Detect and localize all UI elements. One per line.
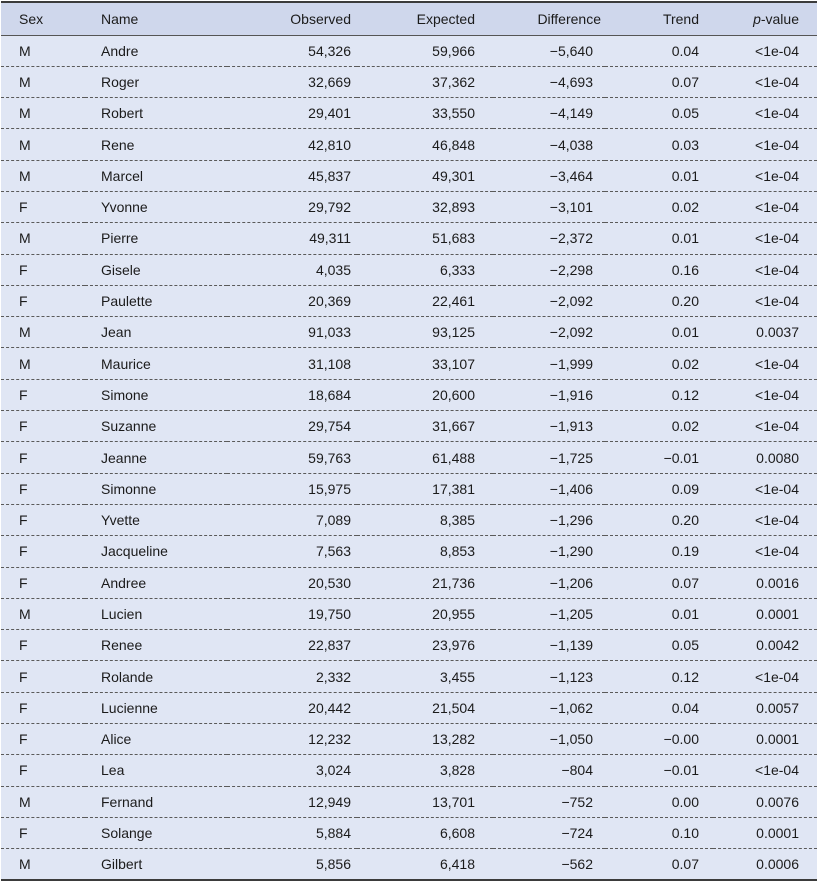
table-row	[1, 66, 817, 97]
cell-p-value: <1e-04	[755, 762, 799, 779]
cell-trend: 0.07	[671, 73, 699, 90]
table-row	[1, 379, 817, 410]
table-row	[1, 285, 817, 316]
cell-sex: F	[19, 418, 28, 435]
cell-name: Alice	[101, 731, 132, 748]
cell-trend: 0.20	[671, 512, 699, 529]
cell-trend: 0.02	[671, 355, 699, 372]
cell-name: Rene	[101, 136, 135, 153]
cell-difference: −1,290	[549, 543, 593, 560]
cell-name: Lea	[101, 762, 125, 779]
cell-expected: 33,550	[432, 105, 475, 122]
cell-observed: 20,442	[308, 699, 351, 716]
cell-name: Yvette	[101, 512, 140, 529]
cell-trend: 0.01	[671, 605, 699, 622]
cell-sex: F	[19, 825, 28, 842]
cell-p-value: <1e-04	[755, 418, 799, 435]
cell-expected: 21,736	[432, 574, 475, 591]
cell-p-value: 0.0042	[756, 637, 799, 654]
cell-name: Simonne	[101, 480, 157, 497]
table-row	[1, 661, 817, 692]
cell-difference: −1,206	[549, 574, 593, 591]
cell-name: Gilbert	[101, 856, 143, 873]
cell-expected: 93,125	[432, 324, 475, 341]
cell-name: Suzanne	[101, 418, 157, 435]
cell-p-value: 0.0001	[756, 731, 799, 748]
cell-expected: 61,488	[432, 449, 475, 466]
cell-trend: 0.03	[671, 136, 699, 153]
cell-p-value: <1e-04	[755, 355, 799, 372]
cell-trend: 0.07	[671, 856, 699, 873]
cell-p-value: <1e-04	[755, 167, 799, 184]
cell-p-value: 0.0076	[756, 793, 799, 810]
cell-name: Andree	[101, 574, 147, 591]
cell-trend: 0.01	[671, 230, 699, 247]
cell-trend: 0.16	[671, 261, 699, 278]
cell-observed: 54,326	[308, 42, 351, 59]
cell-observed: 19,750	[308, 605, 351, 622]
cell-expected: 8,385	[439, 512, 475, 529]
cell-trend: 0.00	[671, 793, 699, 810]
cell-sex: F	[19, 386, 28, 403]
cell-expected: 17,381	[432, 480, 475, 497]
cell-difference: −2,092	[549, 324, 593, 341]
cell-name: Yvonne	[101, 199, 148, 216]
cell-sex: M	[19, 73, 31, 90]
cell-difference: −804	[561, 762, 593, 779]
table-row	[1, 223, 817, 254]
cell-p-value: 0.0080	[756, 449, 799, 466]
cell-expected: 33,107	[432, 355, 475, 372]
cell-p-value: <1e-04	[755, 293, 799, 310]
cell-p-value: 0.0037	[756, 324, 799, 341]
cell-difference: −2,092	[549, 293, 593, 310]
cell-trend: 0.02	[671, 418, 699, 435]
cell-observed: 12,232	[308, 731, 351, 748]
cell-difference: −1,050	[549, 731, 593, 748]
cell-trend: 0.20	[671, 293, 699, 310]
col-header-name: Name	[85, 2, 227, 35]
table-row	[1, 473, 817, 504]
cell-p-value: <1e-04	[755, 136, 799, 153]
table-row	[1, 129, 817, 160]
table-row	[1, 849, 817, 880]
table-row	[1, 160, 817, 191]
cell-p-value: 0.0057	[756, 699, 799, 716]
cell-trend: 0.19	[671, 543, 699, 560]
cell-trend: 0.04	[671, 42, 699, 59]
table-row	[1, 317, 817, 348]
cell-p-value: <1e-04	[755, 261, 799, 278]
header-row	[1, 2, 817, 35]
cell-sex: F	[19, 543, 28, 560]
cell-name: Simone	[101, 386, 149, 403]
cell-trend: 0.10	[671, 825, 699, 842]
cell-sex: F	[19, 449, 28, 466]
cell-p-value: 0.0001	[756, 605, 799, 622]
cell-p-value: <1e-04	[755, 480, 799, 497]
cell-p-value: 0.0016	[756, 574, 799, 591]
cell-observed: 45,837	[308, 167, 351, 184]
col-header-p-value	[713, 2, 817, 35]
cell-sex: F	[19, 480, 28, 497]
cell-sex: M	[19, 793, 31, 810]
cell-sex: M	[19, 856, 31, 873]
col-header-observed: Observed	[227, 2, 357, 35]
table-row	[1, 598, 817, 629]
cell-observed: 12,949	[308, 793, 351, 810]
cell-observed: 7,089	[315, 512, 351, 529]
cell-name: Fernand	[101, 793, 154, 810]
table-body	[1, 35, 817, 880]
cell-observed: 29,792	[308, 199, 351, 216]
table-row	[1, 442, 817, 473]
cell-trend: 0.02	[671, 199, 699, 216]
cell-p-value: <1e-04	[755, 42, 799, 59]
cell-trend: 0.05	[671, 105, 699, 122]
cell-difference: −3,464	[549, 167, 593, 184]
cell-expected: 13,282	[432, 731, 475, 748]
cell-p-value: 0.0001	[756, 825, 799, 842]
table-row	[1, 348, 817, 379]
cell-observed: 7,563	[315, 543, 351, 560]
cell-observed: 2,332	[315, 668, 351, 685]
cell-sex: M	[19, 136, 31, 153]
cell-sex: F	[19, 574, 28, 591]
cell-difference: −1,205	[549, 605, 593, 622]
cell-difference: −5,640	[549, 42, 593, 59]
cell-sex: F	[19, 731, 28, 748]
cell-name: Lucien	[101, 605, 143, 622]
cell-observed: 29,754	[308, 418, 351, 435]
cell-expected: 23,976	[432, 637, 475, 654]
cell-p-value: <1e-04	[755, 199, 799, 216]
cell-sex: M	[19, 167, 31, 184]
cell-sex: M	[19, 324, 31, 341]
cell-trend: 0.05	[671, 637, 699, 654]
cell-observed: 32,669	[308, 73, 351, 90]
cell-difference: −1,139	[549, 637, 593, 654]
cell-p-value: <1e-04	[755, 73, 799, 90]
cell-sex: M	[19, 230, 31, 247]
cell-observed: 42,810	[308, 136, 351, 153]
table-row	[1, 817, 817, 848]
cell-sex: F	[19, 293, 28, 310]
cell-p-value: <1e-04	[755, 512, 799, 529]
table-row	[1, 411, 817, 442]
cell-difference: −2,372	[549, 230, 593, 247]
table-row	[1, 567, 817, 598]
cell-trend: 0.12	[671, 386, 699, 403]
cell-p-value: <1e-04	[755, 386, 799, 403]
cell-observed: 20,530	[308, 574, 351, 591]
cell-expected: 20,600	[432, 386, 475, 403]
cell-sex: F	[19, 699, 28, 716]
table-row	[1, 692, 817, 723]
table-row	[1, 536, 817, 567]
cell-difference: −1,999	[549, 355, 593, 372]
cell-difference: −724	[561, 825, 593, 842]
data-table	[1, 1, 817, 881]
cell-expected: 6,608	[439, 825, 475, 842]
col-header-sex: Sex	[1, 2, 85, 35]
cell-difference: −1,916	[549, 386, 593, 403]
cell-expected: 3,455	[439, 668, 475, 685]
cell-name: Jean	[101, 324, 132, 341]
cell-difference: −3,101	[549, 199, 593, 216]
cell-name: Paulette	[101, 293, 153, 310]
table-row	[1, 504, 817, 535]
cell-name: Rolande	[101, 668, 154, 685]
cell-expected: 32,893	[432, 199, 475, 216]
cell-trend: −0.01	[663, 762, 699, 779]
cell-name: Jacqueline	[101, 543, 168, 560]
cell-observed: 18,684	[308, 386, 351, 403]
cell-expected: 13,701	[432, 793, 475, 810]
col-header-difference: Difference	[493, 2, 605, 35]
cell-p-value: <1e-04	[755, 668, 799, 685]
p-label: p	[753, 10, 761, 27]
cell-observed: 4,035	[315, 261, 351, 278]
cell-observed: 15,975	[308, 480, 351, 497]
cell-expected: 51,683	[432, 230, 475, 247]
cell-name: Marcel	[101, 167, 144, 184]
cell-name: Andre	[101, 42, 139, 59]
cell-trend: −0.01	[663, 449, 699, 466]
cell-trend: 0.12	[671, 668, 699, 685]
cell-observed: 20,369	[308, 293, 351, 310]
cell-expected: 8,853	[439, 543, 475, 560]
cell-difference: −4,149	[549, 105, 593, 122]
col-header-expected: Expected	[357, 2, 493, 35]
cell-sex: F	[19, 512, 28, 529]
cell-difference: −1,913	[549, 418, 593, 435]
cell-observed: 91,033	[308, 324, 351, 341]
cell-difference: −4,693	[549, 73, 593, 90]
cell-expected: 46,848	[432, 136, 475, 153]
cell-sex: F	[19, 762, 28, 779]
cell-expected: 6,418	[439, 856, 475, 873]
cell-sex: M	[19, 605, 31, 622]
cell-p-value: <1e-04	[755, 543, 799, 560]
cell-difference: −562	[561, 856, 593, 873]
table-row	[1, 98, 817, 129]
cell-sex: M	[19, 42, 31, 59]
cell-expected: 6,333	[439, 261, 475, 278]
value-label: -value	[760, 10, 799, 27]
cell-observed: 3,024	[315, 762, 351, 779]
cell-trend: 0.01	[671, 167, 699, 184]
cell-expected: 49,301	[432, 167, 475, 184]
cell-name: Pierre	[101, 230, 139, 247]
col-header-trend: Trend	[605, 2, 713, 35]
cell-difference: −1,062	[549, 699, 593, 716]
cell-expected: 3,828	[439, 762, 475, 779]
cell-name: Maurice	[101, 355, 151, 372]
cell-sex: F	[19, 668, 28, 685]
cell-expected: 59,966	[432, 42, 475, 59]
cell-expected: 22,461	[432, 293, 475, 310]
table-row	[1, 724, 817, 755]
cell-sex: F	[19, 261, 28, 278]
cell-trend: 0.09	[671, 480, 699, 497]
cell-expected: 31,667	[432, 418, 475, 435]
cell-observed: 31,108	[308, 355, 351, 372]
cell-difference: −1,296	[549, 512, 593, 529]
cell-expected: 21,504	[432, 699, 475, 716]
cell-difference: −4,038	[549, 136, 593, 153]
cell-p-value: <1e-04	[755, 105, 799, 122]
cell-sex: M	[19, 105, 31, 122]
cell-name: Robert	[101, 105, 144, 122]
cell-expected: 20,955	[432, 605, 475, 622]
cell-name: Roger	[101, 73, 140, 90]
cell-trend: 0.04	[671, 699, 699, 716]
table-row	[1, 786, 817, 817]
cell-trend: −0.00	[663, 731, 699, 748]
table-row	[1, 35, 817, 66]
cell-difference: −1,406	[549, 480, 593, 497]
cell-difference: −752	[561, 793, 593, 810]
table-row	[1, 755, 817, 786]
cell-observed: 59,763	[308, 449, 351, 466]
cell-name: Lucienne	[101, 699, 158, 716]
cell-expected: 37,362	[432, 73, 475, 90]
cell-trend: 0.07	[671, 574, 699, 591]
cell-observed: 49,311	[309, 230, 351, 247]
cell-name: Jeanne	[101, 449, 147, 466]
cell-observed: 5,884	[315, 825, 351, 842]
cell-difference: −1,725	[549, 449, 593, 466]
cell-observed: 29,401	[308, 105, 351, 122]
cell-difference: −2,298	[549, 261, 593, 278]
cell-sex: M	[19, 355, 31, 372]
cell-name: Renee	[101, 637, 143, 654]
cell-sex: F	[19, 199, 28, 216]
cell-p-value: <1e-04	[755, 230, 799, 247]
cell-sex: F	[19, 637, 28, 654]
cell-trend: 0.01	[671, 324, 699, 341]
cell-observed: 22,837	[308, 637, 351, 654]
cell-observed: 5,856	[315, 856, 351, 873]
cell-name: Solange	[101, 825, 153, 842]
table-row	[1, 630, 817, 661]
table-row	[1, 254, 817, 285]
table-row	[1, 191, 817, 222]
cell-difference: −1,123	[549, 668, 593, 685]
cell-p-value: 0.0006	[756, 856, 799, 873]
cell-name: Gisele	[101, 261, 141, 278]
